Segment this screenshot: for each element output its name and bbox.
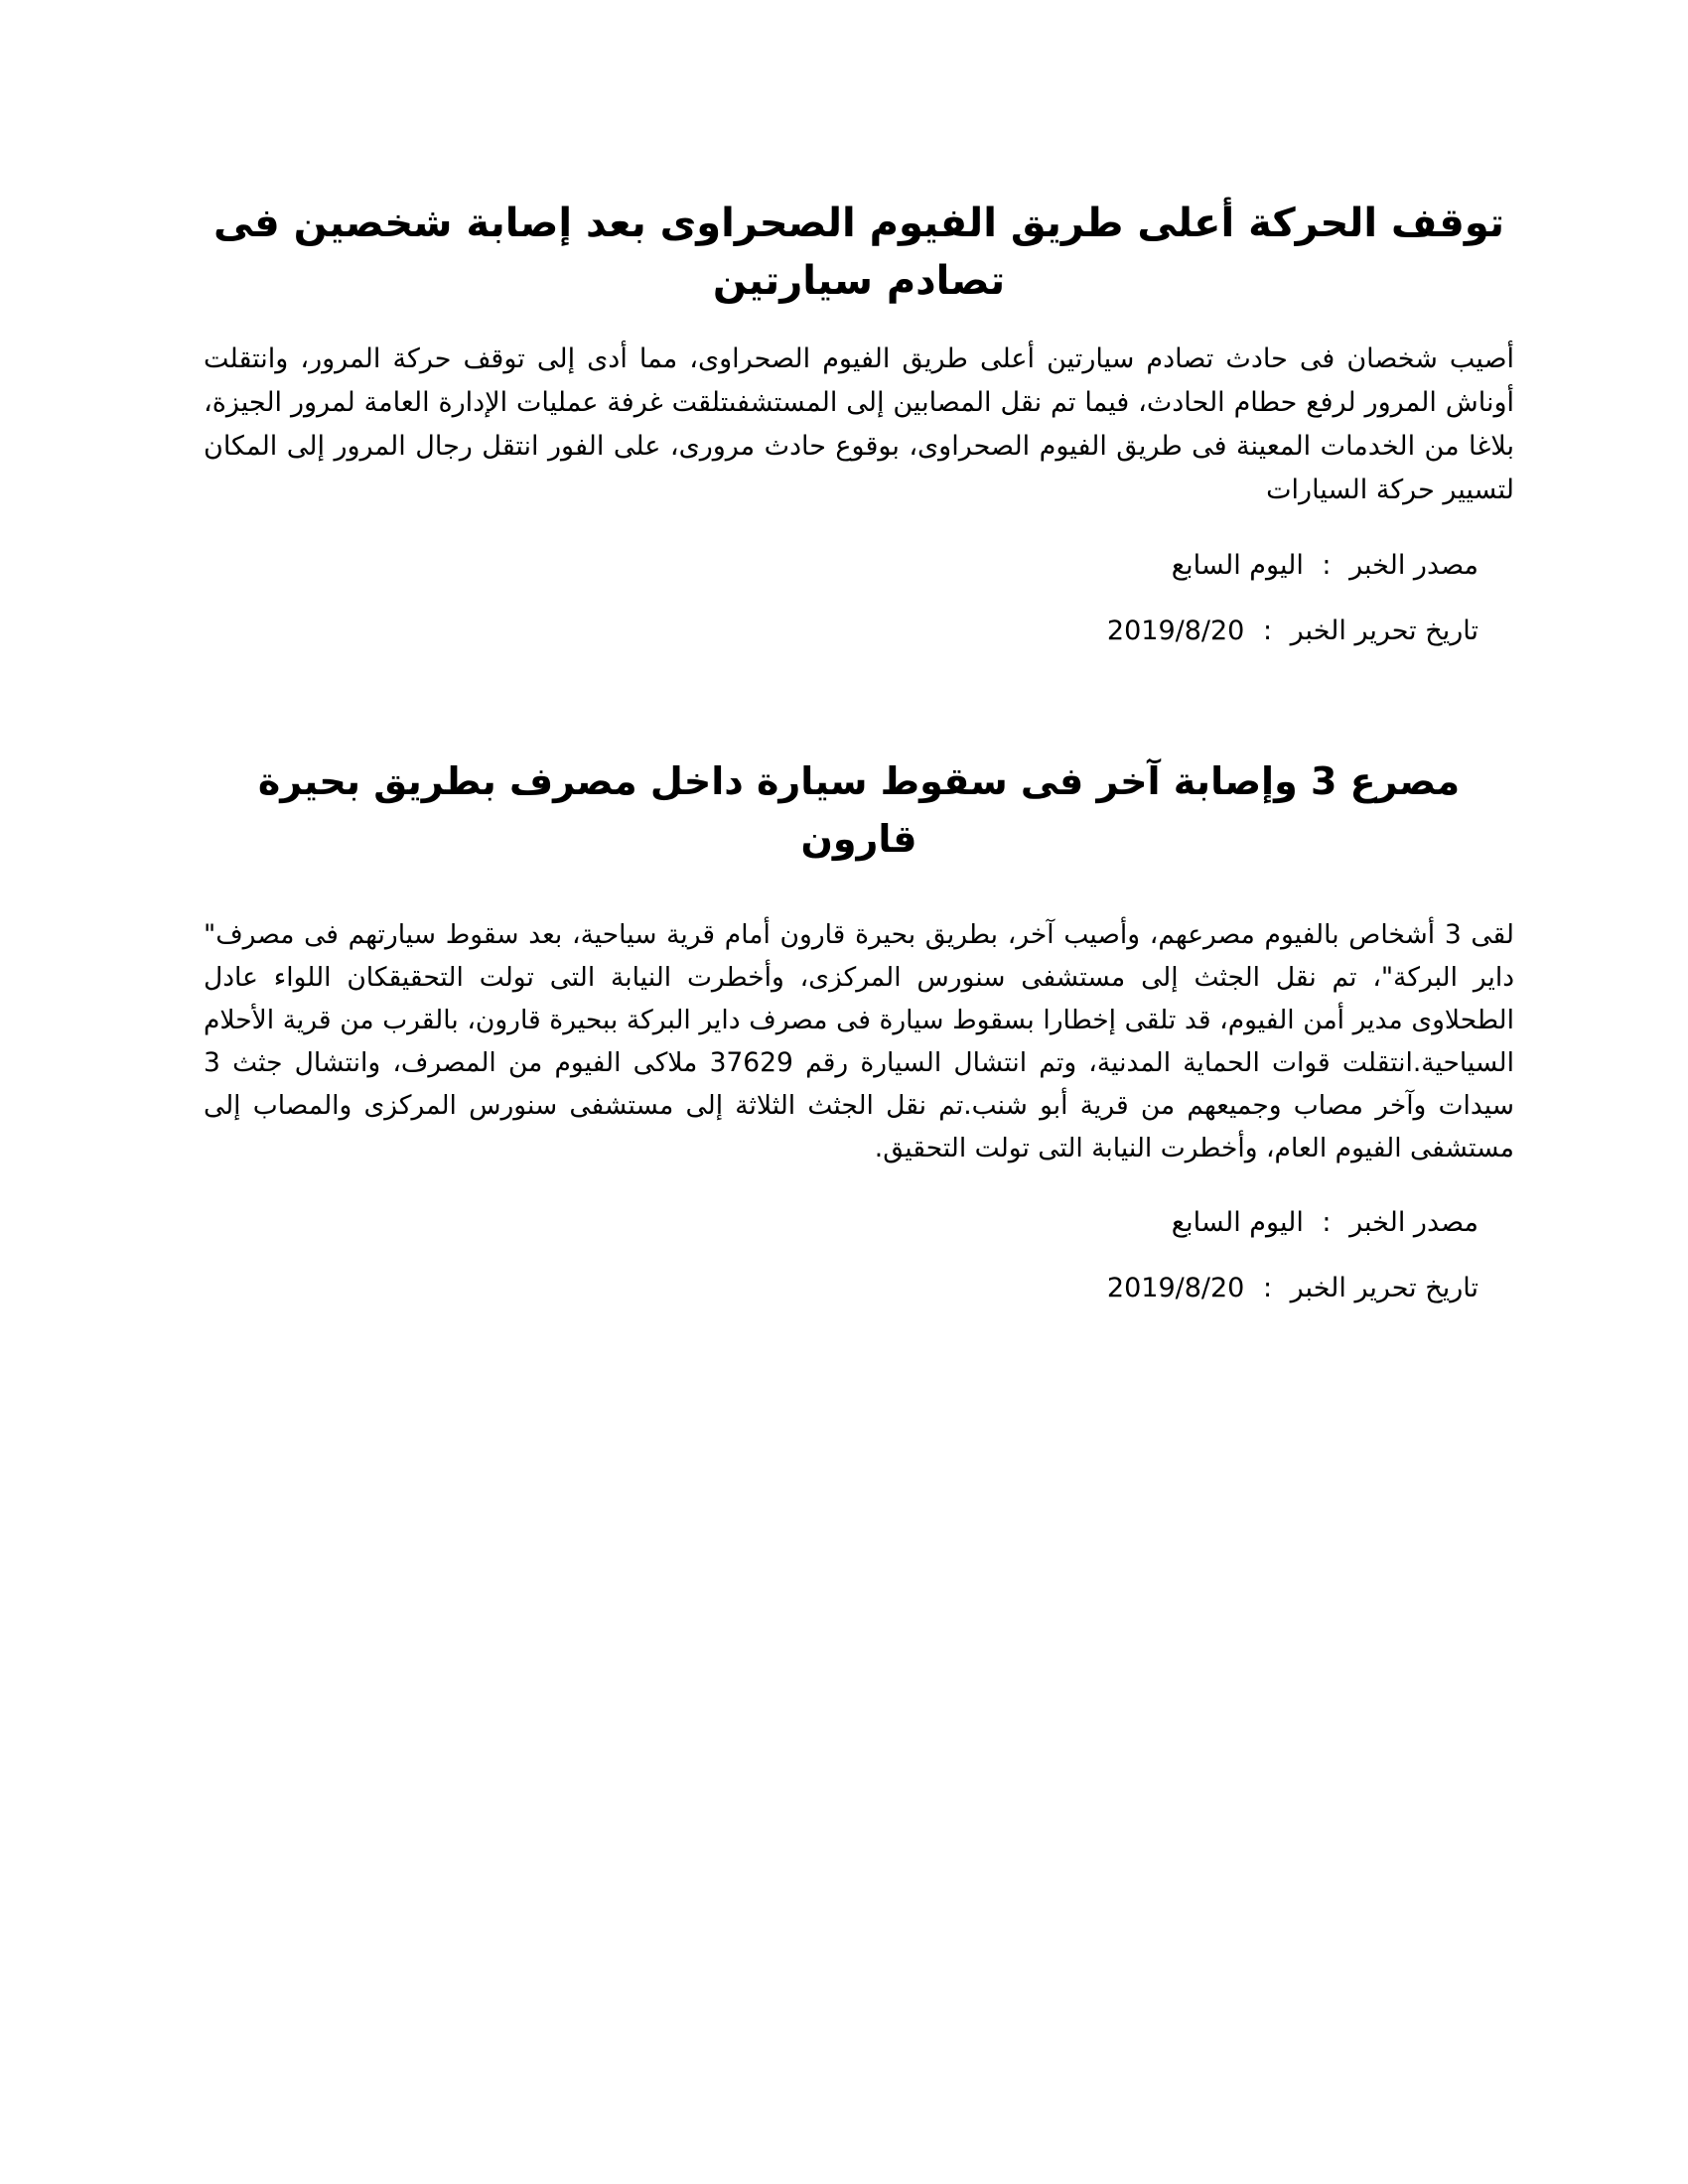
source-value: اليوم السابع bbox=[1171, 1207, 1304, 1238]
article-body: أصيب شخصان فى حادث تصادم سيارتين أعلى طريق الفيوم الصحراوى، مما أدى إلى توقف حركة المرور، وانتقلت أوناش المرور لرفع حطام الحادث، فيما تم نقل المصابين إلى المستشفىتلقت غرفة عمليات الإدارة العامة لمرور الجيزة، بلاغا من الخدمات المعينة فى طريق الفيوم الصحراوى، بوقوع حادث مرورى، على الفور انتقل رجال المرور إلى المكان لتسيير حركة السيارات bbox=[204, 343, 1514, 505]
source-label: مصدر الخبر bbox=[1349, 1207, 1478, 1238]
article-body: لقى 3 أشخاص بالفيوم مصرعهم، وأصيب آخر، بطريق بحيرة قارون أمام قرية سياحية، بعد سقوط سيارتهم فى مصرف" داير البركة"، تم نقل الجثث إلى مستشفى سنورس المركزى، وأخطرت النيابة التى تولت التحقيقكان اللواء عادل الطحلاوى مدير أمن الفيوم، قد تلقى إخطارا بسقوط سيارة فى مصرف داير البركة ببحيرة قارون، بالقرب من قرية الأحلام السياحية.انتقلت قوات الحماية المدنية، وتم انتشال السيارة رقم 37629 ملاكى الفيوم من المصرف، وانتشال جثث 3 سيدات وآخر مصاب وجميعهم من قرية أبو شنب.تم نقل الجثث الثلاثة إلى مستشفى سنورس المركزى والمصاب إلى مستشفى الفيوم العام، وأخطرت النيابة التى تولت التحقيق. bbox=[204, 919, 1514, 1163]
source-value: اليوم السابع bbox=[1171, 550, 1304, 581]
date-value: 2019/8/20 bbox=[1106, 1273, 1245, 1303]
date-value: 2019/8/20 bbox=[1106, 615, 1245, 646]
article-date-line bbox=[204, 1269, 1514, 1308]
article-date-line bbox=[204, 612, 1514, 651]
news-article bbox=[204, 752, 1514, 1308]
article-source-line bbox=[204, 546, 1514, 586]
source-separator: : bbox=[1322, 1207, 1332, 1238]
source-separator: : bbox=[1322, 550, 1332, 581]
date-separator: : bbox=[1262, 1273, 1273, 1303]
date-separator: : bbox=[1262, 615, 1273, 646]
article-headline: توقف الحركة أعلى طريق الفيوم الصحراوى بعد إصابة شخصين فى تصادم سيارتين bbox=[213, 201, 1504, 304]
article-headline: مصرع 3 وإصابة آخر فى سقوط سيارة داخل مصرف بطريق بحيرة قارون bbox=[257, 759, 1461, 861]
news-article bbox=[204, 195, 1514, 651]
date-label: تاريخ تحرير الخبر bbox=[1290, 1273, 1478, 1303]
date-label: تاريخ تحرير الخبر bbox=[1290, 615, 1478, 646]
article-source-line bbox=[204, 1203, 1514, 1243]
source-label: مصدر الخبر bbox=[1349, 550, 1478, 581]
